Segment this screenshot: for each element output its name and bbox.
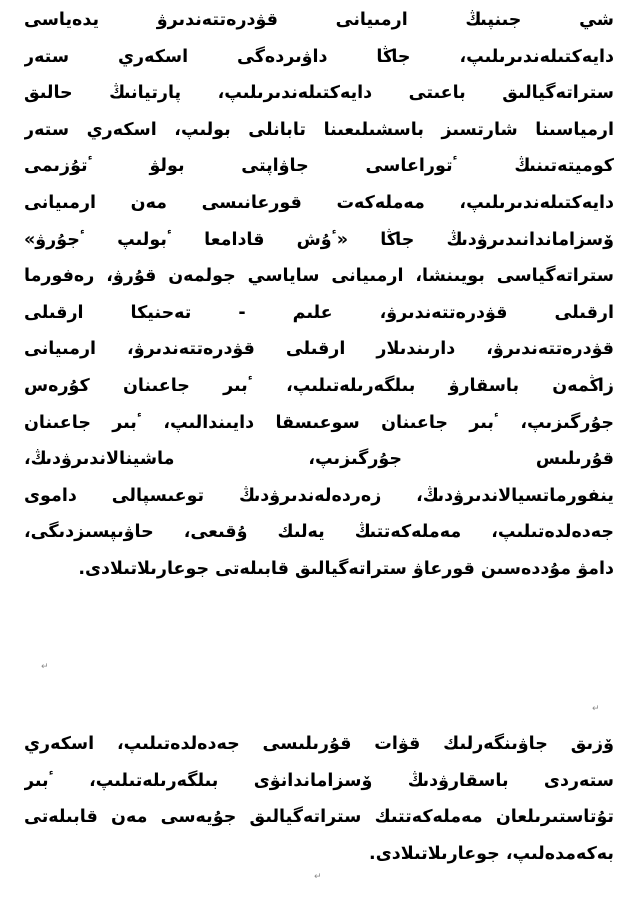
text-line: جۇرگىزىپ، ٴبىر جاعىنان سوعىسقا دايىندالىپ، ٴبىر جاعىنان (24, 412, 614, 433)
paragraph-2 (24, 726, 614, 872)
text-line: ينفورماتسيالاندىرۋدىڭ، زەردەلەندىرۋدىڭ توعىسپالى داموى (24, 485, 614, 506)
paragraph-mark-icon: ↵ (592, 704, 600, 714)
text-line: ارقىلى قۋدرەتتەندىرۋ، علىم - تەحنيكا ارقىلى (24, 302, 614, 323)
text-line: جەدەلدەتىلىپ، مەملەكەتتىڭ يەلىك ۇقىعى، حاۋىپسىزدىگى، (24, 522, 614, 543)
text-line: ارمياسىنا شارتسىز باسشىلىعىنا تابانلى بولىپ، اسكەري ستەر (24, 119, 614, 140)
text-line: شي جىنپىڭ ارمىيانى قۋدرەتتەندىرۋ يدەياسى (24, 10, 614, 30)
text-line: قۋدرەتتەندىرۋ، دارىندىلار ارقىلى قۋدرەتتەندىرۋ، ارمىيانى (24, 339, 614, 360)
text-line: ستەردى باسقارۋدىڭ ۆسزاماندانۋى بىلگەرىلەتىلىپ، ٴبىر (24, 770, 614, 791)
text-line: زاڭمەن باسقارۋ بىلگەرىلەتىلىپ، ٴبىر جاعىنان كۇرەس (24, 375, 614, 396)
text-line-last: دامۋ مۇددەسىن قورعاۋ ستراتەگيالىق قابىلەتى جوعارىلاتىلادى. (78, 558, 614, 579)
text-line: ستراتەگياسى بويىنشا، ارمىيانى ساياسي جولمەن قۇرۋ، رەفورما (24, 266, 614, 287)
text-line: قۇرىلىس جۇرگىزىپ، ماشينالاندىرۋدىڭ، (24, 449, 614, 470)
text-line-last: بەكەمدەلىپ، جوعارىلاتىلادى. (369, 843, 614, 864)
text-line: كوميتەتىنىڭ ٴتوراعاسى جاۋاپتى بولۋ ٴتۇزىمى (24, 156, 614, 177)
paragraph-mark-icon: ↵ (41, 662, 49, 672)
text-line: ۆزىق جاۋىنگەرلىك قۋات قۇرىلىسى جەدەلدەتىلىپ، اسكەري (24, 734, 614, 754)
paragraph-mark-icon: ↵ (314, 872, 322, 882)
text-line: دايەكتىلەندىرىلىپ، مەملەكەت قورعانىسى مەن ارمىيانى (24, 192, 614, 213)
text-line: ۆسزاماندانىدىرۋدىڭ جاڭا «ٴۇش قادامعا ٴبولىپ ٴجۇرۋ» (24, 229, 614, 250)
text-line: تۇتاستىرىلعان مەملەكەتتىك ستراتەگيالىق جۇيەسى مەن قابىلەتى (24, 807, 614, 828)
text-line: ستراتەگيالىق باعىتى دايەكتىلەندىرىلىپ، پارتيانىڭ حالىق (24, 83, 614, 104)
text-line: دايەكتىلەندىرىلىپ، جاڭا داۋىردەگى اسكەري ستەر (24, 46, 614, 67)
paragraph-1 (24, 2, 614, 588)
